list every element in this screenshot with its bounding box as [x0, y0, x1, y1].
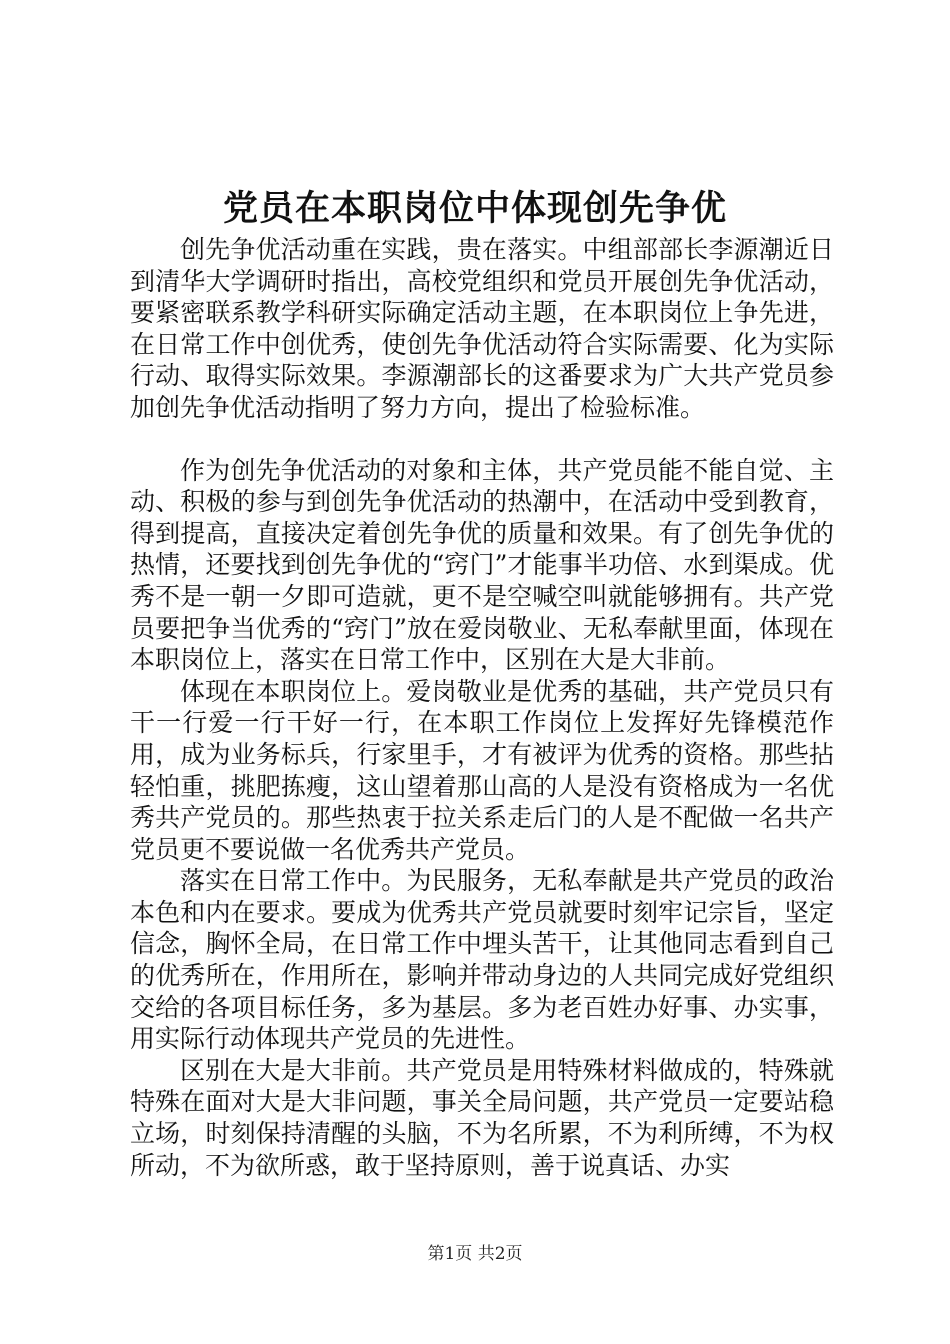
document-body [130, 234, 834, 1181]
paragraph-post: 体现在本职岗位上。爱岗敬业是优秀的基础，共产党员只有干一行爱一行干好一行，在本职工作岗位上发挥好先锋模范作用，成为业务标兵，行家里手，才有被评为优秀的资格。那些拈轻怕重，挑肥拣瘦，这山望着那山高的人是没有资格成为一名优秀共产党员的。那些热衷于拉关系走后门的人是不配做一名共产党员更不要说做一名优秀共产党员。 [130, 676, 834, 864]
paragraph-intro: 创先争优活动重在实践，贵在落实。中组部部长李源潮近日到清华大学调研时指出，高校党组织和党员开展创先争优活动，要紧密联系教学科研实际确定活动主题，在本职岗位上争先进，在日常工作中创优秀，使创先争优活动符合实际需要、化为实际行动、取得实际效果。李源潮部长的这番要求为广大共产党员参加创先争优活动指明了努力方向，提出了检验标准。 [130, 235, 834, 422]
paragraph-daily-work: 落实在日常工作中。为民服务，无私奉献是共产党员的政治本色和内在要求。要成为优秀共产党员就要时刻牢记宗旨，坚定信念，胸怀全局，在日常工作中埋头苦干，让其他同志看到自己的优秀所在，作用所在，影响并带动身边的人共同完成好党组织交给的各项目标任务，多为基层。多为老百姓办好事、办实事，用实际行动体现共产党员的先进性。 [130, 866, 834, 1054]
paragraph-principles: 区别在大是大非前。共产党员是用特殊材料做成的，特殊就特殊在面对大是大非问题，事关全局问题，共产党员一定要站稳立场，时刻保持清醒的头脑，不为名所累，不为利所缚，不为权所动，不为欲所惑，敢于坚持原则，善于说真话、办实 [130, 1055, 834, 1180]
document-title: 党员在本职岗位中体现创先争优 [222, 188, 727, 229]
page-footer: 第1页 共2页 [427, 1244, 523, 1264]
paragraph-subject: 作为创先争优活动的对象和主体，共产党员能不能自觉、主动、积极的参与到创先争优活动的热潮中，在活动中受到教育，得到提高，直接决定着创先争优的质量和效果。有了创先争优的热情，还要找到创先争优的“窍门”才能事半功倍、水到渠成。优秀不是一朝一夕即可造就，更不是空喊空叫就能够拥有。共产党员要把争当优秀的“窍门”放在爱岗敬业、无私奉献里面，体现在本职岗位上，落实在日常工作中，区别在大是大非前。 [130, 455, 834, 675]
